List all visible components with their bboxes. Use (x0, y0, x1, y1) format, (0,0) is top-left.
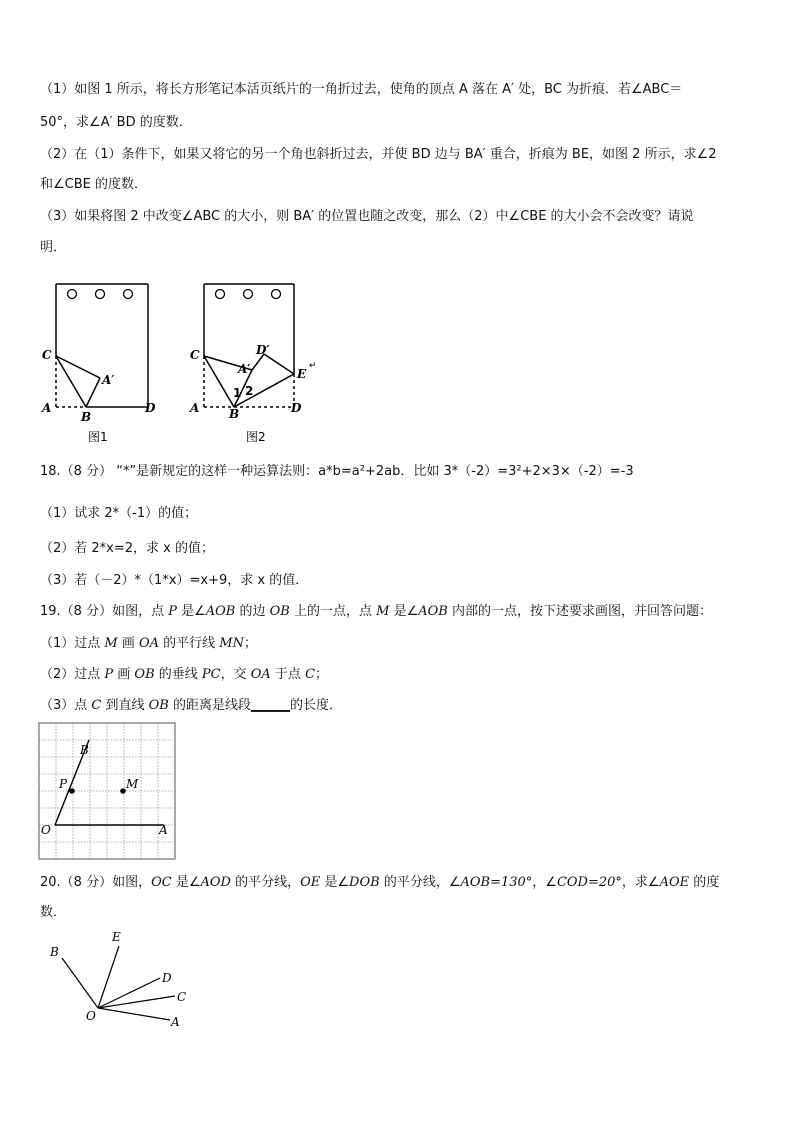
fig2-label-e: E (297, 367, 307, 381)
q17-part1-line1: （1）如图 1 所示，将长方形笔记本活页纸片的一角折过去，使角的顶点 A 落在 A′ 处，BC 为折痕．若∠ABC＝ (40, 82, 683, 97)
fig2-label-d: D (291, 401, 302, 415)
q18-part1: （1）试求 2*（-1）的值； (40, 506, 198, 521)
fig1-caption: 图1 (88, 430, 108, 444)
fig2-label-aprime: A′ (238, 362, 251, 376)
q19-label-m: M (126, 777, 139, 791)
figure-2 (186, 278, 326, 446)
q18-title: 18.（8 分） “*”是新规定的这样一种运算法则：a*b=a²+2ab．比如 3*（-2）=3²+2×3×（-2）=-3 (40, 464, 634, 479)
q20-title-line1: 20.（8 分）如图，OC 是∠AOD 的平分线，OE 是∠DOB 的平分线，∠AOB=130°，∠COD=20°，求∠AOE 的度 (40, 875, 720, 890)
q20-label-c: C (177, 990, 187, 1004)
fig2-caption: 图2 (246, 430, 266, 444)
figure-1 (38, 278, 168, 446)
fig2-label-dprime: D′ (256, 343, 270, 357)
q20-label-a: A (171, 1015, 180, 1029)
q17-part3-line1: （3）如果将图 2 中改变∠ABC 的大小，则 BA′ 的位置也随之改变，那么（2）中∠CBE 的大小会不会改变？请说 (40, 209, 694, 224)
q17-part2-line1: （2）在（1）条件下，如果又将它的另一个角也斜折过去，并使 BD 边与 BA′ 重合，折痕为 BE，如图 2 所示，求∠2 (40, 147, 717, 162)
q18-part2: （2）若 2*x=2，求 x 的值； (40, 541, 214, 556)
q19-part3: （3）点 C 到直线 OB 的距离是线段______的长度． (40, 698, 342, 713)
fig2-label-b: B (229, 407, 240, 421)
fig1-label-a: A (42, 401, 52, 415)
q19-label-a: A (159, 823, 168, 837)
q20-label-d: D (162, 971, 172, 985)
fig2-angle-2: 2 (245, 384, 254, 398)
q20-label-b: B (50, 945, 59, 959)
fig2-angle-1: 1 (233, 386, 242, 400)
q17-part1-line2: 50°，求∠A′ BD 的度数． (40, 115, 192, 130)
fig1-label-b: B (81, 410, 92, 424)
q17-part2-line2: 和∠CBE 的度数． (40, 177, 147, 192)
q19-label-o: O (41, 823, 51, 837)
fig1-label-d: D (145, 401, 156, 415)
q19-title: 19.（8 分）如图，点 P 是∠AOB 的边 OB 上的一点，点 M 是∠AOB 内部的一点，按下述要求画图，并回答问题： (40, 604, 712, 619)
q17-part3-line2: 明． (40, 240, 67, 255)
q19-grid-figure (38, 722, 178, 862)
fig2-label-a: A (190, 401, 200, 415)
q20-rays-figure (40, 924, 200, 1036)
fig2-label-c: C (190, 348, 200, 362)
q20-title-line2: 数． (40, 905, 67, 920)
q19-part1: （1）过点 M 画 OA 的平行线 MN； (40, 636, 257, 651)
fig1-label-aprime: A′ (102, 373, 115, 387)
fig2-return-mark: ↵ (309, 361, 317, 371)
q18-part3: （3）若（－2）*（1*x）=x+9，求 x 的值． (40, 573, 309, 588)
q19-part2: （2）过点 P 画 OB 的垂线 PC，交 OA 于点 C； (40, 667, 329, 682)
q19-label-p: P (59, 777, 68, 791)
q19-answer-blank[interactable]: ______ (250, 698, 290, 713)
q19-label-b: B (80, 743, 89, 757)
q20-label-e: E (112, 930, 121, 944)
q20-label-o: O (86, 1009, 96, 1023)
fig1-label-c: C (42, 348, 52, 362)
